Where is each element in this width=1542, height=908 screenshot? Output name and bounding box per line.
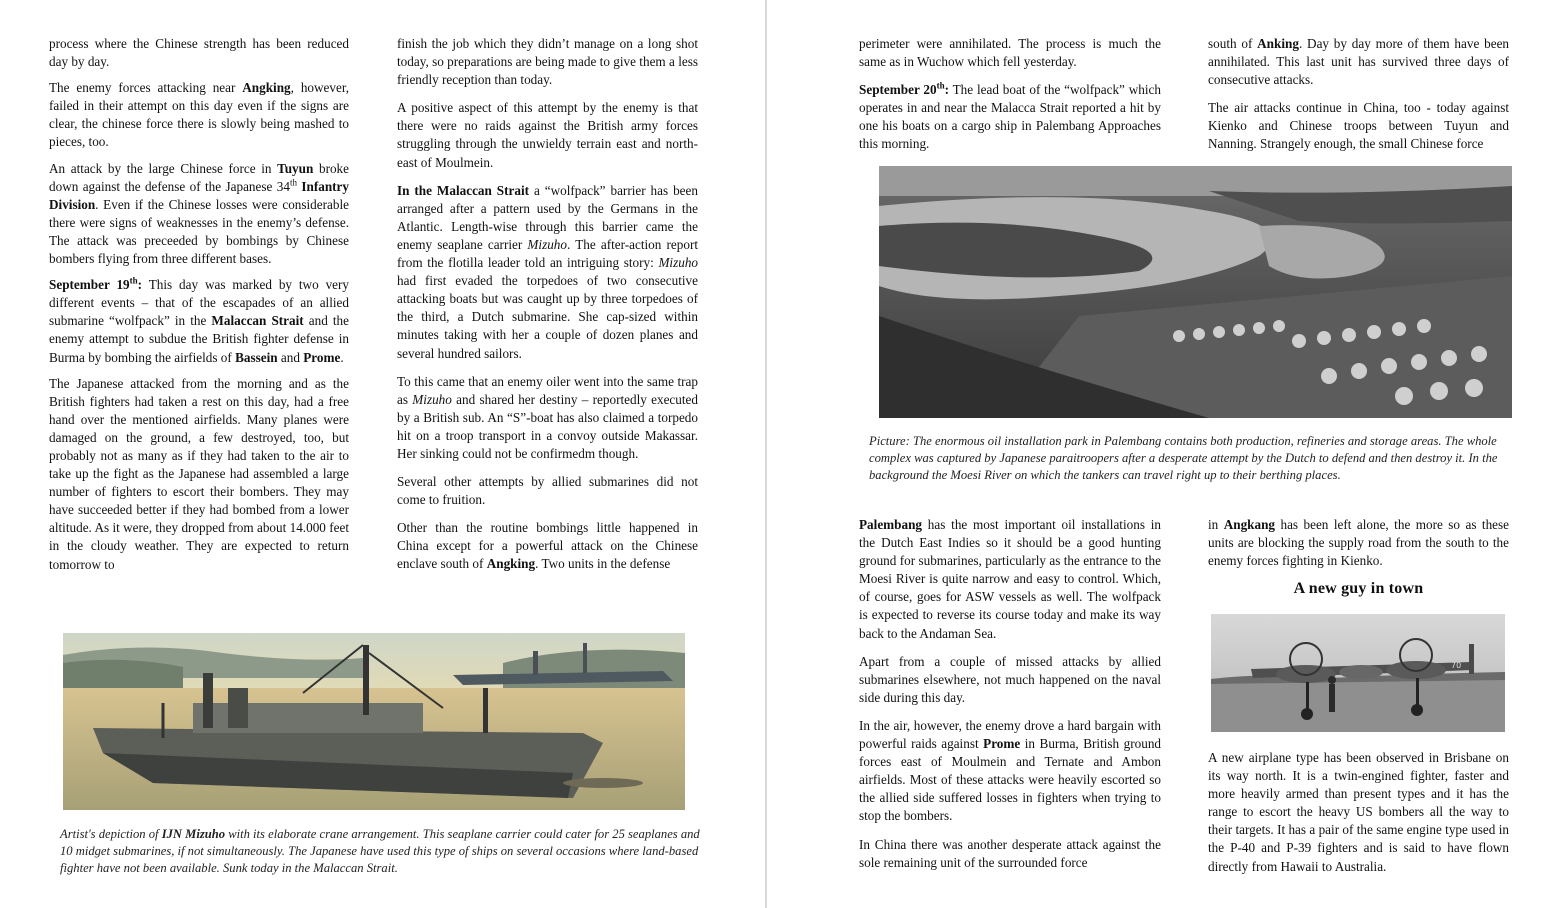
palembang-caption: Picture: The enormous oil installation park in Palembang contains both production, refineries and storage areas. The whole complex was captured by Japanese paraіtroopers after a desperate attempt by the Dutch to defend and then destroy it. In the background the Moesi River on which the tankers can travel right up to their berthing places. [869, 434, 1498, 482]
paragraph: The enemy forces attacking near Angking, however, failed in their attempt on this day even if the signs are clear, the chinese force there is slowly being mashed to pieces, too. [49, 80, 349, 150]
paragraph: Apart from a couple of missed attacks by allied submarines elsewhere, not much happened on the naval side during this day. [859, 653, 1161, 705]
paragraph: Other than the routine bombings little happened in China except for a powerful attack on the Chinese enclave south of Angking. Two units in the defense [397, 520, 698, 572]
paragraph: In the air, however, the enemy drove a hard bargain with powerful raids against Prome in Burma, British ground forces east of Moulmein and Ternate and Ambon airfields. Most of these attacks were heavily escorted so the allied side suffered losses in fighters when trying to stop the bombers. [859, 717, 1162, 824]
right-column-2-bottom [1208, 516, 1509, 612]
palembang-oil-photo [879, 166, 1512, 418]
paragraph: An attack by the large Chinese force in Tuyun broke down against the defense of the Japanese 34th Infantry Division. Even if the Chinese losses were considerable there were signs of weaknesses in the enemy’s defense. The attack was preceeded by bombings by Chinese bombers flying from three different bases. [49, 160, 349, 267]
paragraph: finish the job which they didn’t manage on a long shot today, so preparations are being made to give them a less friendly reception than today. [397, 36, 698, 88]
paragraph: A new airplane type has been observed in Brisbane on its way north. It is a twin-engined fighter, faster and more heavily armed than present types and it has the range to escort the heavy US bombers all the way to their targets. It has a pair of the same engine type used in the P-40 and P-39 fighters and is said to have flown directly from Hawaii to Australia. [1208, 750, 1509, 874]
paragraph: The air attacks continue in China, too - today against Kienko and Chinese troops between Tuyun and Nanning. Strangely enough, the small Chinese force [1208, 100, 1509, 152]
paragraph: In China there was another desperate attack against the sole remaining unit of the surrounded force [859, 836, 1161, 870]
right-column-1-top [859, 35, 1161, 164]
paragraph: The Japanese attacked from the morning and as the British fighters had taken a rest on this day, had a free hand over the mentioned airfields. Many planes were damaged on the ground, a few destroyed, too, but probably not as many as if they had taken to the air to take up the fight as the Japanese had assembled a large number of fighters to escort their bombers. They may have succeeded better if they had bombed from a lower altitude. As it were, they dropped from about 14.000 feet in the cloudy weather. They are expected to return tomorrow to [49, 375, 349, 572]
left-column-1 [49, 35, 349, 582]
paragraph: perimeter were annihilated. The process is much the same as in Wuchow which fell yesterday. [859, 36, 1161, 70]
paragraph: Several other attempts by allied submarines did not come to fruition. [397, 474, 698, 508]
paragraph: in Angkang has been left alone, the more so as these units are blocking the supply road from the south to the enemy forces fighting in Kienko. [1208, 517, 1509, 569]
paragraph: A positive aspect of this attempt by the enemy is that there were no raids against the British army forces struggling through the unwieldy terrain east and north-east of Moulmein. [397, 100, 698, 170]
paragraph: September 20th: The lead boat of the “wolfpack” which operates in and near the Malacca Strait reported a hit by one his boats on a cargo ship in Palembang Approaches this morning. [859, 80, 1161, 152]
right-column-2-top [1208, 35, 1509, 164]
left-column-2 [397, 35, 698, 584]
section-heading: A new guy in town [1293, 580, 1424, 598]
paragraph: process where the Chinese strength has been reduced day by day. [49, 36, 349, 70]
paragraph: Palembang has the most important oil installations in the Dutch East Indies so it should be a good hunting ground for submarines, particularly as the entrance to the Moesi River is quite narrow and easy to control. Which, of course, goes for ASW vessels as well. The wolfpack is expected to reverse its course today and make its way back to the Andaman Sea. [859, 517, 1161, 641]
paragraph: In the Malaccan Strait a “wolfpack” barrier has been arranged after a pattern used by the Germans in the Atlantic. Length-wise through this barrier came the enemy seaplane carrier Mizuho. The after-action report from the flotilla leader told an intriguing story: Mizuho had first evaded the torpedoes of two consecutive attacking boats but was caught up by three torpedoes of the third, a Dutch submarine. She cap-sized within minutes taking with her a couple of dozen planes and several hundred sailors. [397, 182, 698, 361]
plane-photo [1211, 614, 1505, 732]
ship-illustration [63, 633, 685, 810]
right-column-2-final [1208, 749, 1509, 886]
paragraph: south of Anking. Day by day more of them have been annihilated. This last unit has survived three days of consecutive attacks. [1208, 36, 1510, 88]
p38-fighter-photo [1211, 614, 1505, 732]
page-gutter [765, 0, 767, 908]
paragraph: September 19th: This day was marked by two very different events – that of the escapades of an allied submarine “wolfpack” in the Malaccan Strait and the enemy attempt to subdue the British fighter defense in Burma by bombing the airfields of Bassein and Prome. [49, 275, 349, 365]
aerial-photo [879, 166, 1512, 418]
seaplane-carrier-painting [63, 633, 685, 810]
plane-tail-number: 70 [1451, 661, 1462, 670]
paragraph: To this came that an enemy oiler went into the same trap as Mizuho and shared her destiny – reportedly executed by a British sub. An “S”-boat has also claimed a torpedo hit on a troop transport in a convoy outside Makassar. Her sinking could not be confirmedm though. [397, 373, 698, 461]
ship-caption: Artist's depiction of IJN Mizuho with its elaborate crane arrangement. This seaplane carrier could cater for 25 seaplanes and 10 midget submarines, if not simultaneously. The Japanese have used this type of ships on several occasions where land-based fighter have not been available. Sunk today in the Malaccan Strait. [60, 827, 700, 875]
right-column-1-bottom [859, 516, 1161, 882]
